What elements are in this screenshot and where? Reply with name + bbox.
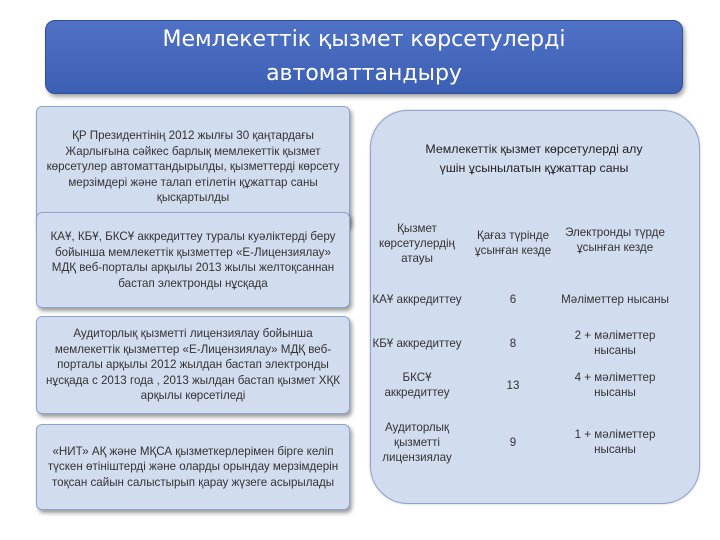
header-electronic: Электронды түрде ұсынған кезде bbox=[565, 226, 665, 254]
table-row-paper: 13 bbox=[506, 378, 520, 392]
table-row-service: КБҰ аккредиттеу bbox=[372, 336, 462, 350]
header-paper: Қағаз түрінде ұсынған кезде bbox=[474, 229, 552, 257]
table-row-electronic: Мәліметтер нысаны bbox=[561, 292, 669, 306]
info-box-text: «НИТ» АҚ және МҚСА қызметкерлерімен бірге келіп түскен өтініштерді және оларды орындау мерзімдерін тоқсан сайын салыстырып қарау жүзеге асырылады bbox=[47, 444, 339, 489]
header-service: Қызмет көрсетулердің атауы bbox=[379, 221, 455, 265]
table-row-electronic: 2 + мәліметтер нысаны bbox=[574, 329, 656, 357]
info-box-accreditation bbox=[36, 212, 350, 308]
table-row-service: КАҰ аккредиттеу bbox=[372, 292, 462, 306]
info-box-text: Аудиторлық қызметті лицензиялау бойынша мемлекеттік қызметтер «Е-Лицензиялау» МДҚ веб-порталы арқылы 2012 жылдан бастап электронды нұсқада с 2013 года , 2013 жылдан бастап қызмет ХҚК арқылы көрсетіледі bbox=[46, 327, 340, 403]
info-box-monitoring bbox=[36, 424, 350, 510]
panel-heading-line-1: Мемлекеттік қызмет көрсетулерді алу bbox=[425, 142, 643, 156]
table-row-service: БКСҰ аккредиттеу bbox=[384, 371, 450, 399]
panel-heading-line-2: үшін ұсынылатын құжаттар саны bbox=[439, 161, 629, 175]
title-line-2: автоматтандыру bbox=[266, 61, 462, 86]
title-line-1: Мемлекеттік қызмет көрсетулерді bbox=[162, 27, 566, 52]
table-row-electronic: 4 + мәліметтер нысаны bbox=[574, 371, 656, 399]
info-box-text: КАҰ, КБҰ, БКСҰ аккредиттеу туралы куәліктерді беру бойынша мемлекеттік қызметтер «Е-Лицензиялау» МДҚ веб-порталы арқылы 2013 жылы желтоқсаннан бастап электронды нұсқада bbox=[50, 230, 336, 290]
table-row-paper: 6 bbox=[509, 292, 517, 306]
table-row-electronic: 1 + мәліметтер нысаны bbox=[574, 428, 656, 456]
info-box-audit-licensing bbox=[36, 316, 350, 414]
info-box-decree bbox=[36, 106, 350, 228]
table-row-paper: 9 bbox=[509, 435, 517, 449]
info-box-text: ҚР Президентінің 2012 жылғы 30 қаңтардағы Жарлығына сәйкес барлық мемлекеттік қызмет көрсетулер автоматтандырылды, қызметтерді көрсету мерзімдері және талап етілетін құжаттар саны қысқартылды bbox=[46, 129, 340, 205]
table-row-paper: 8 bbox=[509, 336, 517, 350]
title-banner bbox=[45, 20, 683, 94]
table-row-service: Аудиторлық қызметті лицензиялау bbox=[382, 420, 452, 464]
panel-heading bbox=[380, 140, 688, 178]
